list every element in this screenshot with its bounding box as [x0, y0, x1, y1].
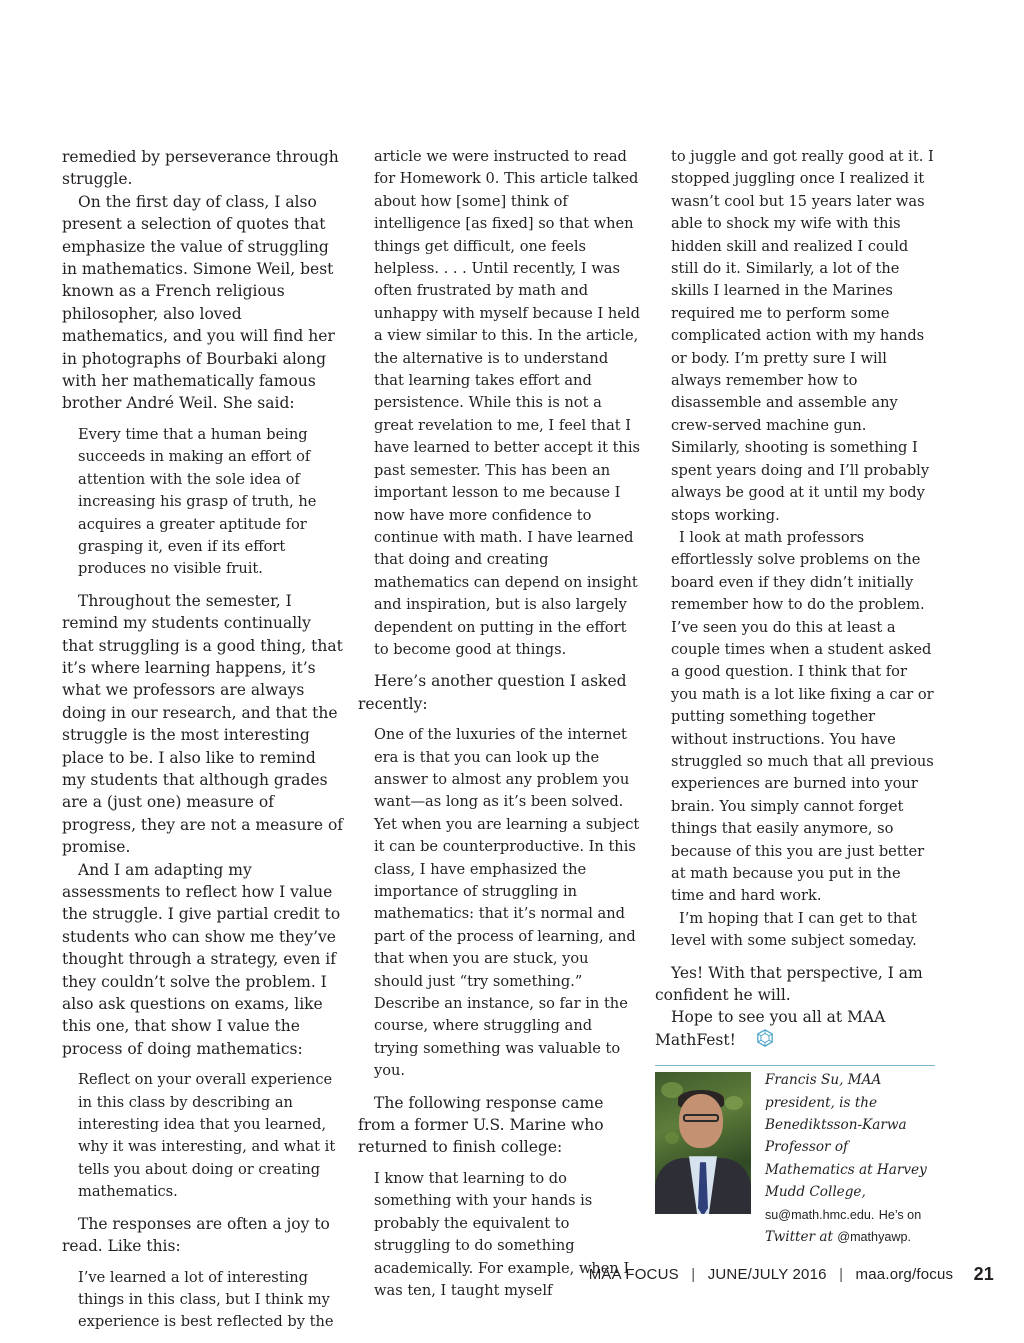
page-footer: [560, 1264, 994, 1284]
block-quote: Every time that a human being succeeds in making an effort of attention with the sole idea of increasing his grasp of truth, he acquires a greater aptitude for grasping it, even if its effort produces no visible fruit.: [78, 425, 317, 578]
closing-text: Hope to see you all at MAA MathFest!: [655, 1008, 886, 1049]
paragraph: Here’s another question I asked recently:: [358, 672, 627, 713]
bio-twitter-handle[interactable]: @mathyawp.: [837, 1230, 911, 1245]
bio-name-role: Francis Su, MAA president, is the Benediktsson-Karwa Professor of Mathematics at Harvey Mudd College,: [765, 1072, 927, 1201]
bio-text: [765, 1069, 935, 1248]
paragraph: The responses are often a joy to read. Like this:: [62, 1214, 330, 1256]
paragraph: remedied by perseverance through struggle.: [62, 148, 339, 189]
paragraph: The following response came from a former U.S. Marine who returned to finish college:: [358, 1093, 604, 1157]
block-quote: Reflect on your overall experience in this class by describing an interesting idea that you learned, why it was interesting, and what it tells you about doing or creating mathematics.: [78, 1071, 336, 1201]
paragraph: On the first day of class, I also present a selection of quotes that emphasize the value of struggling in mathematics. Simone Weil, best known as a French religious philosopher, also loved mathematics, and you will find her in photographs of Bourbaki along with her mathematically famous brother André Weil. She said:: [62, 192, 335, 413]
bio-twitter-word: Twitter: [765, 1229, 816, 1246]
footer-separator: |: [691, 1266, 696, 1283]
block-quote: I know that learning to do something with your hands is probably the equivalent to struggling to do something academically. For example, when I was ten, I taught myself: [374, 1169, 630, 1299]
block-quote: One of the luxuries of the internet era is that you can look up the answer to almost any problem you want—as long as it’s been solved. Yet when you are learning a subject it can be counterproductive. In this class, I have emphasized the importance of struggling in mathematics: that it’s normal and part of the process of learning, and that when you are stuck, you should just “try something.” Describe an instance, so far in the course, where struggling and trying something was valuable to you.: [374, 726, 640, 1080]
footer-issue: JUNE/JULY 2016: [707, 1266, 827, 1283]
page-number: 21: [973, 1264, 994, 1284]
paragraph: Yes! With that perspective, I am confident he will.: [655, 963, 923, 1005]
bio-at-word: at: [819, 1229, 833, 1246]
footer-url[interactable]: maa.org/focus: [855, 1266, 954, 1283]
author-bio: [655, 1072, 935, 1248]
closing-paragraph: [655, 1006, 935, 1053]
author-photo: [655, 1072, 751, 1214]
column-2: [358, 146, 640, 1311]
block-quote: article we were instructed to read for Homework 0. This article talked about how [some] think of intelligence [as fixed] so that when things get difficult, one feels helpless. . . . Until recently, I was often frustrated by math and unhappy with myself because I held a view similar to this. In the article, the alternative is to understand that learning takes effort and persistence. While this is not a great revelation to me, I feel that I have learned to better accept it this past semester. This has been an important lesson to me because I now have more confidence to continue with math. I have learned that doing and creating mathematics can depend on insight and inspiration, but is also largely dependent on putting in the effort to become good at things.: [374, 148, 640, 658]
maa-logo-icon: [740, 1029, 774, 1053]
block-quote: to juggle and got really good at it. I stopped juggling once I realized it wasn’t cool but 15 years later was able to shock my wife with this hidden skill and realized I could still do it. Similarly, a lot of the skills I learned in the Marines required me to perform some complicated action with my hands or body. I’m pretty sure I will always remember how to disassemble and assemble any crew-served machine gun. Similarly, shooting is something I spent years doing and I’ll probably always be good at it until my body stops working.: [671, 148, 934, 524]
block-quote: I look at math professors effortlessly solve problems on the board even if they didn’t initially remember how to do the problem. I’ve seen you do this at least a couple times when a student asked a good question. I think that for you math is a lot like fixing a car or putting something together without instructions. You have struggled so much that all previous experiences are burned into your brain. You simply cannot forget things that easily anymore, so because of this you are just better at math because you put in the time and hard work.: [671, 528, 934, 905]
column-3: [655, 146, 935, 1249]
bio-twitter-prefix: He’s on: [878, 1207, 922, 1222]
bio-divider: [655, 1065, 935, 1066]
bio-email[interactable]: su@math.hmc.edu.: [765, 1207, 875, 1222]
paragraph: And I am adapting my assessments to reflect how I value the struggle. I give partial credit to students who can show me they’ve thought through a strategy, even if they couldn’t solve the problem. I also ask questions on exams, like this one, that show I value the process of doing mathematics:: [62, 860, 341, 1058]
block-quote: I’ve learned a lot of interesting things in this class, but I think my experience is best reflected by the: [78, 1268, 334, 1331]
block-quote: I’m hoping that I can get to that level with some subject someday.: [671, 909, 917, 950]
column-1: [62, 146, 344, 1343]
footer-separator: |: [839, 1266, 844, 1283]
footer-publication: MAA FOCUS: [588, 1266, 679, 1283]
paragraph: Throughout the semester, I remind my students continually that struggling is a good thing, that it’s where learning happens, it’s what we professors are always doing in our research, and that the struggle is the most interesting place to be. I also like to remind my students that although grades are a (just one) measure of progress, they are not a measure of promise.: [62, 591, 344, 857]
